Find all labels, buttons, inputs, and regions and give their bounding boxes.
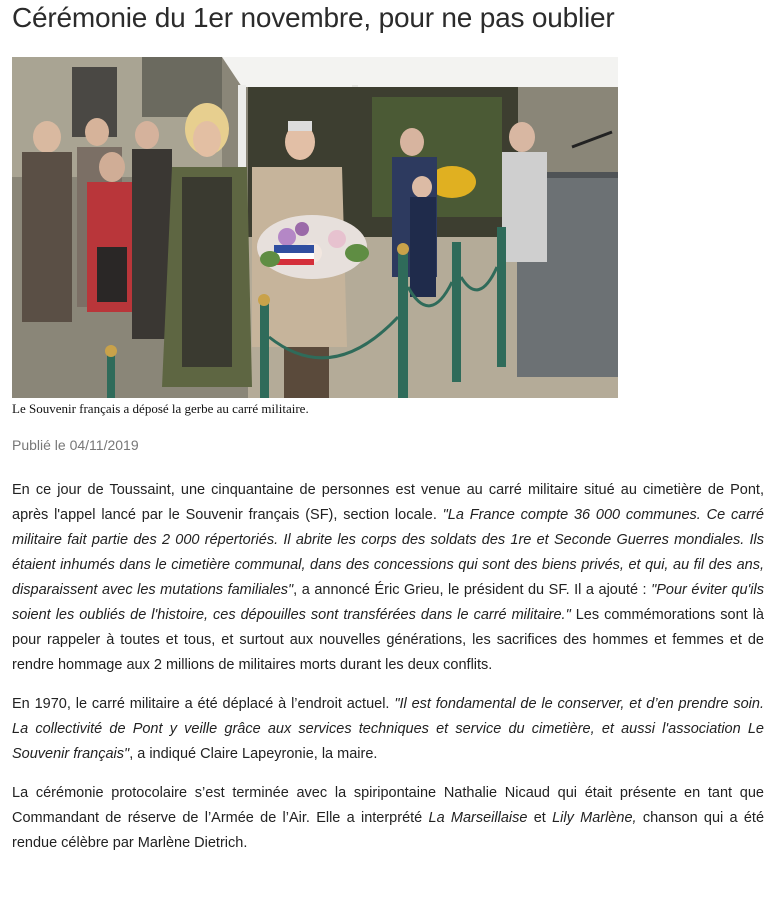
p3-text-c: et: [527, 810, 553, 826]
p1-quote-1: "La France compte 36 000 communes. Ce carré militaire fait partie des 2 000 répertoriés. Il abrite les corps des soldats des 1re et Seconde Guerres mondiales. Ils étaient inhumés dans le cimetière communal, dans des concessions qui sont des biens privés, et qui, au fil des ans, disparaissent avec les mutations familiales": [12, 507, 764, 598]
photo-caption: Le Souvenir français a déposé la gerbe au carré militaire.: [12, 401, 309, 416]
p2-text-c: , a indiqué Claire Lapeyronie, la maire.: [129, 746, 378, 762]
p2-quote: "Il est fondamental de le conserver, et d’en prendre soin. La collectivité de Pont y veille grâce aux services techniques et service du cimetière, et aussi l'association Le Souvenir français": [12, 696, 764, 762]
p2-text-a: En 1970, le carré militaire a été déplacé à l’endroit actuel.: [12, 696, 395, 712]
paragraph-3: [12, 781, 764, 856]
article-photo: [12, 57, 618, 398]
p3-song-2: Lily Marlène,: [552, 810, 637, 826]
p1-text-a: En ce jour de Toussaint, une cinquantaine de personnes est venue au carré militaire situé au cimetière de Pont, après l'appel lancé par le Souvenir français (SF), section locale.: [12, 482, 764, 523]
p3-text-e: chanson qui a été rendue célèbre par Marlène Dietrich.: [12, 810, 765, 851]
publish-date: Publié le 04/11/2019: [12, 437, 139, 453]
article-title: Cérémonie du 1er novembre, pour ne pas oublier: [12, 2, 615, 33]
p3-text-a: La cérémonie protocolaire s’est terminée avec la spiripontaine Nathalie Nicaud qui était présente en tant que Commandant de réserve de l’Armée de l’Air. Elle a interprété: [12, 785, 764, 826]
p1-quote-2: "Pour éviter qu'ils soient les oubliés de l'histoire, ces dépouilles sont transférées dans le carré militaire.": [12, 582, 764, 623]
paragraph-2: [12, 692, 764, 767]
article-body: [12, 478, 764, 870]
p1-text-c: , a annoncé Éric Grieu, le président du SF. Il a ajouté :: [293, 582, 652, 598]
p3-song-1: La Marseillaise: [428, 810, 528, 826]
paragraph-1: [12, 478, 764, 678]
p1-text-e: Les commémorations sont là pour rappeler à toutes et tous, et surtout aux nouvelles générations, les sacrifices des hommes et femmes et de rendre hommage aux 2 millions de militaires morts durant les deux conflits.: [12, 607, 764, 673]
